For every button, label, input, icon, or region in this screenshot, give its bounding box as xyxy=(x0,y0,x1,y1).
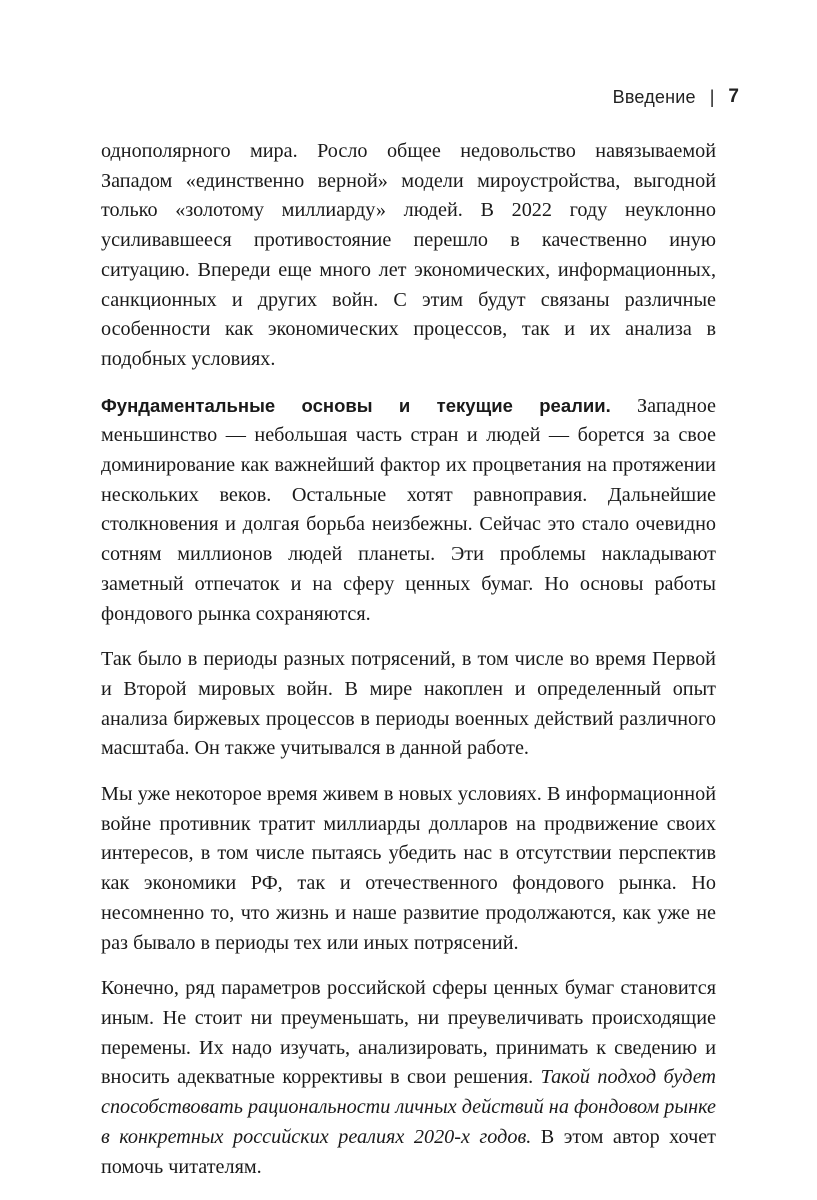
page-number: 7 xyxy=(728,86,739,107)
paragraph-3 xyxy=(101,645,716,764)
paragraph-4 xyxy=(101,780,716,958)
header-separator: | xyxy=(709,86,715,107)
paragraph-1-text: однополярного мира. Росло общее недовольство навязываемой Западом «единственно верной» модели мироустройства, выгодной только «золотому миллиарду» людей. В 2022 году неуклонно усиливавшееся противостояние перешло в качественно иную ситуацию. Впереди еще много лет экономических, информационных, санкционных и других войн. С этим будут связаны различные особенности как экономических процессов, так и их анализа в подобных условиях. xyxy=(101,140,716,370)
paragraph-1 xyxy=(101,137,716,375)
paragraph-5-italic: Такой подход будет способствовать рациональности личных действий на фондовом рынке в конкретных российских реалиях 2020-х годов. xyxy=(101,1066,716,1148)
paragraph-2-lead: Фундаментальные основы и текущие реалии. xyxy=(101,394,611,416)
paragraph-5-tail: В этом автор хочет помочь читателям. xyxy=(101,1125,716,1178)
body-text xyxy=(101,137,716,1198)
paragraph-2-text: Западное меньшинство — небольшая часть стран и людей — борется за свое доминирование как важнейший фактор их процветания на протяжении нескольких веков. Остальные хотят равноправия. Дальнейшие столкновения и долгая борьба неизбежны. Сейчас это стало очевидно сотням миллионов людей планеты. Эти проблемы накладывают заметный отпечаток и на сферу ценных бумаг. Но основы работы фондового рынка сохраняются. xyxy=(101,394,717,625)
section-title: Введение xyxy=(612,86,696,107)
paragraph-4-text: Мы уже некоторое время живем в новых условиях. В информационной войне противник тратит миллиарды долларов на продвижение своих интересов, в том числе пытаясь убедить нас в отсутствии перспектив как экономики РФ, так и отечественного фондового рынка. Но несомненно то, что жизнь и наше развитие продолжаются, как уже не раз бывало в периоды тех или иных потрясений. xyxy=(101,783,716,954)
paragraph-5-text: Конечно, ряд параметров российской сферы ценных бумаг становится иным. Не стоит ни преуменьшать, ни преувеличивать происходящие перемены. Их надо изучать, анализировать, принимать к сведению и вносить адекватные коррективы в свои решения. xyxy=(101,977,716,1089)
paragraph-2 xyxy=(101,391,716,630)
paragraph-3-text: Так было в периоды разных потрясений, в том числе во время Первой и Второй мировых войн. В мире накоплен и определенный опыт анализа биржевых процессов в периоды военных действий различного масштаба. Он также учитывался в данной работе. xyxy=(101,648,716,760)
running-header xyxy=(613,86,739,108)
paragraph-5 xyxy=(101,974,716,1182)
